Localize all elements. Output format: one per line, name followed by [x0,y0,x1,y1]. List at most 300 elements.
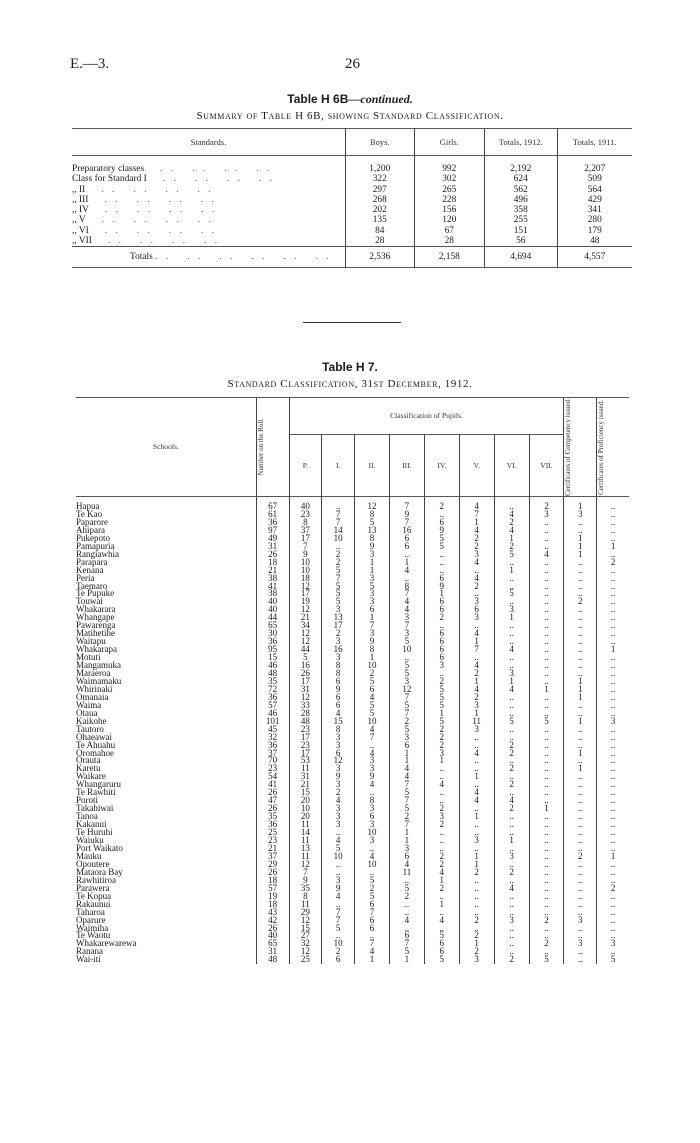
school-name: Parawera [76,882,110,893]
col-competency: Certificates of Competency issued. [564,398,597,497]
school-cell: 5 [289,654,322,662]
school-cell: .. [459,901,494,909]
school-name: Orauta [76,755,101,766]
school-cell: 6 [322,702,355,710]
school-name: Te Ahuahu [76,739,116,750]
school-name: Karetu [76,763,101,774]
school-cell: 1 [459,638,494,646]
school-cell: 3 [459,956,494,964]
school-cell: 2 [322,948,355,956]
school-cell: 70 [256,757,289,765]
school-cell: 19 [256,893,289,901]
school-name: Waikare [76,771,106,782]
school-cell: 2 [389,893,424,901]
school-cell: .. [564,829,597,837]
school-cell: .. [564,726,597,734]
school-cell: 4 [322,837,355,845]
school-cell: 43 [256,909,289,917]
school-cell: .. [597,797,629,805]
school-cell: .. [529,654,564,662]
school-cell: 6 [389,535,424,543]
school-cell: 25 [256,829,289,837]
school-cell: .. [564,789,597,797]
school-cell: .. [494,583,529,591]
school-cell: .. [529,678,564,686]
school-cell: .. [459,734,494,742]
summary-row [72,205,632,215]
school-cell: .. [494,893,529,901]
school-cell: 12 [289,606,322,614]
school-cell: 1 [494,567,529,575]
school-cell: .. [529,885,564,893]
school-cell: 3 [355,837,390,845]
school-cell: .. [459,765,494,773]
summary-cell: 302 [414,174,485,184]
school-name: Takahiwai [76,803,114,814]
school-cell: 26 [256,869,289,877]
school-cell: 5 [355,519,390,527]
school-cell: .. [529,781,564,789]
school-cell: .. [529,583,564,591]
school-cell: 3 [355,551,390,559]
school-cell: 1 [459,861,494,869]
school-cell: 4 [389,606,424,614]
school-cell: 4 [459,527,494,535]
school-cell: .. [597,837,629,845]
school-cell: .. [597,877,629,885]
summary-row [72,156,632,175]
school-cell: 9 [355,543,390,551]
school-cell: 2 [322,630,355,638]
school-cell: .. [564,575,597,583]
school-cell: .. [597,726,629,734]
school-cell: .. [322,932,355,940]
school-cell: 3 [459,702,494,710]
school-cell: 5 [529,956,564,964]
school-cell: 4 [459,559,494,567]
school-cell: 28 [289,710,322,718]
school-cell: 5 [322,845,355,853]
school-cell: 12 [322,757,355,765]
summary-standard: ,, II . . . . . . . . [72,184,214,195]
school-cell: .. [459,781,494,789]
school-cell: 5 [424,702,459,710]
school-cell: .. [597,519,629,527]
school-cell: 11 [289,853,322,861]
school-cell: .. [494,638,529,646]
school-cell: .. [494,757,529,765]
school-cell: 6 [355,606,390,614]
school-cell: 1 [355,559,390,567]
school-cell: .. [564,527,597,535]
summary-cell: 28 [346,236,415,247]
school-name: Whakarewarewa [76,938,137,949]
school-cell: .. [597,662,629,670]
school-cell: 1 [529,686,564,694]
school-name: Pawarenga [76,620,116,631]
school-cell: .. [529,590,564,598]
school-cell: .. [597,750,629,758]
col-class-4: IV. [424,434,459,496]
summary-standard: Class for Standard I . . . . . . . . [72,174,275,185]
h7-header-row-1 [76,398,629,435]
school-cell: .. [597,630,629,638]
school-cell: 49 [256,535,289,543]
school-cell: .. [529,757,564,765]
school-cell: .. [494,948,529,956]
school-cell: 3 [389,614,424,622]
school-name: Maraeroa [76,668,111,678]
school-cell: .. [529,702,564,710]
school-cell: 1 [355,654,390,662]
school-cell: .. [529,765,564,773]
school-cell: 10 [322,940,355,948]
school-name: Te Waotu [76,930,111,941]
school-name: Whakarara [76,604,116,615]
school-cell: .. [529,519,564,527]
school-cell: 1 [389,559,424,567]
school-cell: .. [424,670,459,678]
school-cell: 1 [459,773,494,781]
school-cell: .. [564,805,597,813]
school-cell: .. [564,885,597,893]
school-cell: 18 [289,575,322,583]
col-schools: Schools. [76,398,256,497]
school-cell: .. [424,925,459,933]
school-cell: .. [564,567,597,575]
school-cell: 6 [355,813,390,821]
school-cell: 3 [459,614,494,622]
school-cell: 5 [322,590,355,598]
school-cell: 1 [459,519,494,527]
col-class-6: VI. [494,434,529,496]
school-cell: 33 [289,702,322,710]
school-cell: 6 [355,686,390,694]
school-cell: .. [564,869,597,877]
school-cell: .. [564,901,597,909]
school-cell: 2 [529,917,564,925]
col-proficiency: Certificates of Proficiency issued. [597,398,629,497]
school-cell: 10 [389,646,424,654]
school-cell: 12 [289,917,322,925]
h6b-title [0,92,700,107]
school-name: Paparore [76,516,108,527]
school-cell: 8 [322,662,355,670]
school-cell: 9 [355,773,390,781]
school-cell: 31 [289,773,322,781]
school-cell: 1 [424,710,459,718]
h7-table [76,397,629,964]
school-cell: .. [564,630,597,638]
summary-cell: 265 [414,185,485,195]
school-cell: 2 [424,805,459,813]
school-cell: 4 [355,853,390,861]
school-cell: 26 [289,670,322,678]
summary-standard: Preparatory classes . . . . . . . . [72,164,273,174]
school-cell: 6 [424,630,459,638]
school-cell: 2 [424,885,459,893]
school-cell: .. [564,773,597,781]
school-cell: 7 [322,519,355,527]
school-cell: .. [529,869,564,877]
school-cell: .. [424,829,459,837]
school-cell: 37 [256,750,289,758]
school-cell: 8 [355,646,390,654]
school-cell: 12 [355,496,390,510]
school-cell: .. [529,829,564,837]
school-cell: 2 [529,940,564,948]
h6b-subtitle: Summary of Table H 6B, showing Standard Classification. [196,110,504,122]
school-cell: 1 [389,837,424,845]
school-cell: .. [597,813,629,821]
school-cell: 21 [289,781,322,789]
school-cell: 12 [289,694,322,702]
school-cell: .. [529,694,564,702]
school-cell: .. [529,638,564,646]
school-cell: 5 [389,638,424,646]
school-cell: 13 [355,527,390,535]
col-class-0: P. [289,434,322,496]
school-cell: .. [564,837,597,845]
school-cell: .. [529,646,564,654]
school-cell: .. [355,932,390,940]
school-cell: 2 [459,694,494,702]
summary-cell: 496 [485,195,557,205]
school-cell: 3 [459,551,494,559]
school-cell: 4 [322,797,355,805]
school-cell: .. [597,901,629,909]
school-name: Waiuku [76,835,104,846]
school-cell: 2 [494,519,529,527]
school-cell: .. [494,940,529,948]
school-cell: 1 [597,853,629,861]
school-name: Kaikohe [76,715,107,726]
school-cell: 8 [289,893,322,901]
school-cell: .. [389,925,424,933]
school-cell: 7 [389,710,424,718]
school-cell: 31 [256,543,289,551]
summary-cell: 992 [414,156,485,175]
school-cell: 7 [389,622,424,630]
school-cell: .. [564,583,597,591]
school-name: Kakanui [76,819,107,830]
school-cell: .. [529,797,564,805]
school-cell: 6 [424,646,459,654]
school-cell: 44 [289,646,322,654]
summary-cell: 322 [346,174,415,184]
school-cell: 13 [289,845,322,853]
school-cell: 31 [256,948,289,956]
school-cell: 2 [424,726,459,734]
school-cell: 2 [494,742,529,750]
school-cell: .. [424,622,459,630]
school-cell: 3 [459,726,494,734]
school-cell: .. [597,590,629,598]
school-cell: .. [494,829,529,837]
school-cell: 41 [256,781,289,789]
school-cell: 5 [389,948,424,956]
school-cell: 7 [389,694,424,702]
school-cell: .. [597,861,629,869]
school-cell: .. [529,543,564,551]
school-cell: .. [494,575,529,583]
school-cell: 12 [289,583,322,591]
school-cell: 5 [424,956,459,964]
summary-cell: 564 [557,185,632,195]
school-cell: 48 [256,956,289,964]
school-cell: .. [529,559,564,567]
school-cell: 3 [494,853,529,861]
school-cell: 3 [322,821,355,829]
school-cell: .. [597,511,629,519]
school-cell: 4 [459,797,494,805]
school-cell: 29 [256,861,289,869]
school-cell: 4 [459,662,494,670]
school-cell: .. [459,925,494,933]
school-cell: .. [564,909,597,917]
summary-cell: 179 [557,226,632,236]
school-cell: 4 [389,567,424,575]
school-cell: 16 [289,662,322,670]
school-cell: 11 [459,718,494,726]
school-name: Taharoa [76,906,105,917]
school-cell: 16 [322,646,355,654]
school-cell: .. [389,909,424,917]
school-cell: .. [389,654,424,662]
school-cell: 7 [355,940,390,948]
school-cell: 5 [389,662,424,670]
school-cell: .. [597,606,629,614]
school-cell: .. [322,861,355,869]
school-cell: .. [459,567,494,575]
school-cell: .. [494,694,529,702]
school-cell: 95 [256,646,289,654]
school-name: Rangiawhia [76,548,119,559]
school-cell: .. [597,686,629,694]
summary-cell: 67 [414,226,485,236]
school-row [76,956,629,964]
school-cell: .. [529,535,564,543]
school-cell: .. [529,614,564,622]
school-name: Whangaruru [76,779,121,790]
school-cell: 5 [494,551,529,559]
school-cell: 6 [389,853,424,861]
school-cell: .. [424,559,459,567]
school-cell: 7 [389,781,424,789]
school-cell: 2 [494,956,529,964]
school-cell: .. [597,638,629,646]
school-cell: .. [597,845,629,853]
summary-cell: 624 [485,174,557,184]
school-cell: 3 [459,598,494,606]
school-cell: 1 [355,567,390,575]
school-cell: 6 [322,694,355,702]
school-cell: 5 [529,718,564,726]
school-cell: 10 [289,559,322,567]
school-cell: 1 [355,956,390,964]
school-name: Te Kopua [76,890,112,901]
school-cell: 1 [459,853,494,861]
school-cell: 6 [389,742,424,750]
school-cell: .. [597,742,629,750]
school-cell: 32 [289,940,322,948]
summary-totals-row [72,247,632,268]
school-cell: .. [597,829,629,837]
school-cell: .. [529,837,564,845]
school-cell: 30 [256,630,289,638]
school-cell: 1 [389,757,424,765]
school-cell: .. [459,742,494,750]
school-cell: 2 [322,789,355,797]
school-cell: 10 [289,567,322,575]
summary-cell: 2,192 [485,156,557,175]
school-cell: 1 [494,614,529,622]
h6b-title-main: Table H 6B [287,92,349,106]
school-cell: 6 [355,925,390,933]
school-cell: 26 [256,551,289,559]
school-cell: .. [355,845,390,853]
school-cell: .. [529,901,564,909]
school-cell: 65 [256,940,289,948]
school-cell: 7 [389,797,424,805]
col-boys: Boys. [346,129,415,156]
school-cell: .. [529,821,564,829]
school-cell: 15 [322,718,355,726]
school-cell: 23 [256,765,289,773]
school-cell: 3 [389,630,424,638]
school-cell: 3 [322,813,355,821]
school-cell: 5 [389,885,424,893]
school-cell: 4 [322,893,355,901]
school-cell: 61 [256,511,289,519]
school-cell: .. [597,765,629,773]
school-cell: 12 [289,861,322,869]
school-cell: 36 [256,821,289,829]
school-cell: .. [564,932,597,940]
school-cell: 2 [459,948,494,956]
school-cell: .. [564,877,597,885]
school-cell: .. [494,861,529,869]
school-cell: 6 [424,638,459,646]
school-cell: 1 [459,678,494,686]
school-cell: 2 [597,885,629,893]
school-cell: 1 [529,805,564,813]
col-roll: Number on the Roll. [256,398,289,497]
school-cell: 7 [389,940,424,948]
col-class-3: III. [389,434,424,496]
school-cell: 42 [256,917,289,925]
school-cell: 46 [256,662,289,670]
school-cell: .. [529,877,564,885]
school-cell: 40 [256,598,289,606]
summary-row [72,185,632,195]
school-cell: .. [424,773,459,781]
school-cell: 3 [322,742,355,750]
school-cell: 2 [494,765,529,773]
school-name: Te Huruhi [76,827,113,838]
school-cell: 35 [256,678,289,686]
school-cell: .. [389,901,424,909]
school-cell: 2 [355,670,390,678]
school-cell: 65 [256,622,289,630]
summary-cell: 1,200 [346,156,415,175]
school-cell: .. [529,773,564,781]
school-name: Peria [76,572,95,583]
summary-standard: ,, V . . . . . . . . [72,215,214,226]
school-cell: 5 [424,686,459,694]
school-cell: .. [564,622,597,630]
school-cell: .. [564,813,597,821]
